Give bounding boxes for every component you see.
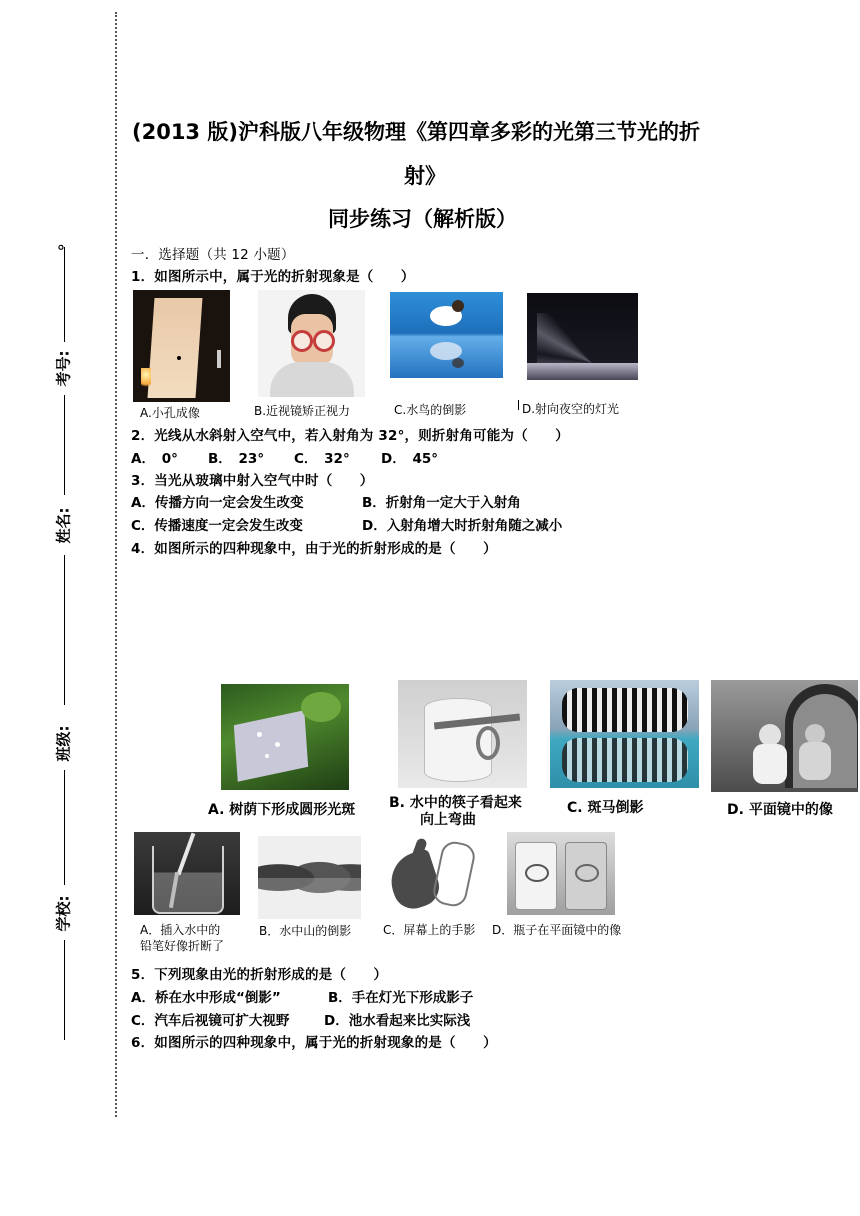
q45-image-mountain-reflection <box>258 836 361 919</box>
page-title-line1: (2013 版)沪科版八年级物理《第四章多彩的光第三节光的折 <box>132 120 700 144</box>
q3-stem: 3．当光从玻璃中射入空气中时（ ） <box>131 473 374 489</box>
side-line-5 <box>64 940 65 1040</box>
q2-option-a: A． 0° <box>131 451 178 467</box>
q4-image-zebra-reflection <box>550 680 699 788</box>
q1-image-pinhole <box>133 290 230 402</box>
q5-option-a: A．桥在水中形成“倒影” <box>131 990 281 1006</box>
q5-option-b: B．手在灯光下形成影子 <box>328 990 474 1006</box>
q6-stem: 6．如图所示的四种现象中，属于光的折射现象的是（ ） <box>131 1035 497 1051</box>
q45-image-bottle-mirror <box>507 832 615 915</box>
side-line-3 <box>64 555 65 705</box>
side-line-4 <box>64 770 65 885</box>
q45-caption-c: C．屏幕上的手影 <box>383 923 476 937</box>
q4-caption-a: A. 树荫下形成圆形光斑 <box>208 802 356 818</box>
side-dot: 。 <box>58 233 75 252</box>
q45-caption-a-line2: 铅笔好像折断了 <box>140 939 225 953</box>
name-label: 姓名: <box>54 507 73 544</box>
section-heading: 一．选择题（共 12 小题） <box>131 247 295 263</box>
class-label: 班级: <box>54 725 73 762</box>
q4-caption-b-line2: 向上弯曲 <box>420 812 476 828</box>
q3-option-b: B．折射角一定大于入射角 <box>362 495 521 511</box>
q45-caption-b: B．水中山的倒影 <box>259 924 352 938</box>
q2-option-c: C． 32° <box>294 451 350 467</box>
q3-option-d: D．入射角增大时折射角随之减小 <box>362 518 563 534</box>
q4-image-light-spots <box>221 684 349 790</box>
side-line-1 <box>64 247 65 342</box>
q1-image-searchlights <box>527 293 638 380</box>
exam-no-label: 考号: <box>54 350 73 387</box>
q45-image-pencil-water <box>134 832 240 915</box>
page-subtitle: 同步练习（解析版） <box>328 207 517 231</box>
q4-caption-b-line1: B. 水中的筷子看起来 <box>389 795 522 811</box>
q4-image-chopstick <box>398 680 527 788</box>
q4-caption-d: D. 平面镜中的像 <box>727 802 833 818</box>
q2-option-d: D． 45° <box>381 451 438 467</box>
side-line-2 <box>64 395 65 495</box>
q1-caption-d: D.射向夜空的灯光 <box>522 402 620 416</box>
q5-stem: 5．下列现象由光的折射形成的是（ ） <box>131 967 388 983</box>
q2-stem: 2．光线从水斜射入空气中，若入射角为 32°，则折射角可能为（ ） <box>131 428 569 444</box>
binding-dotted-line <box>115 12 117 1117</box>
q4-image-mirror-child <box>711 680 858 792</box>
q1-caption-b: B.近视镜矫正视力 <box>254 404 351 418</box>
q45-image-hand-shadow <box>377 832 478 918</box>
q3-option-a: A．传播方向一定会发生改变 <box>131 495 304 511</box>
q5-option-d: D．池水看起来比实际浅 <box>324 1013 471 1029</box>
q1-stem: 1．如图所示中，属于光的折射现象是（ ） <box>131 269 415 285</box>
q1-image-bird-reflection <box>390 292 503 378</box>
q1-caption-c: C.水鸟的倒影 <box>394 403 467 417</box>
page-title-line2: 射》 <box>404 164 446 188</box>
q1-image-glasses <box>258 290 365 397</box>
q3-option-c: C．传播速度一定会发生改变 <box>131 518 303 534</box>
q4-stem: 4．如图所示的四种现象中，由于光的折射形成的是（ ） <box>131 541 497 557</box>
q4-caption-c: C. 斑马倒影 <box>567 800 644 816</box>
q2-option-b: B． 23° <box>208 451 265 467</box>
q1-caption-a: A.小孔成像 <box>140 406 200 420</box>
q5-option-c: C．汽车后视镜可扩大视野 <box>131 1013 290 1029</box>
q45-caption-a-line1: A．插入水中的 <box>140 923 221 937</box>
school-label: 学校: <box>54 895 73 932</box>
q45-caption-d: D．瓶子在平面镜中的像 <box>492 923 622 937</box>
